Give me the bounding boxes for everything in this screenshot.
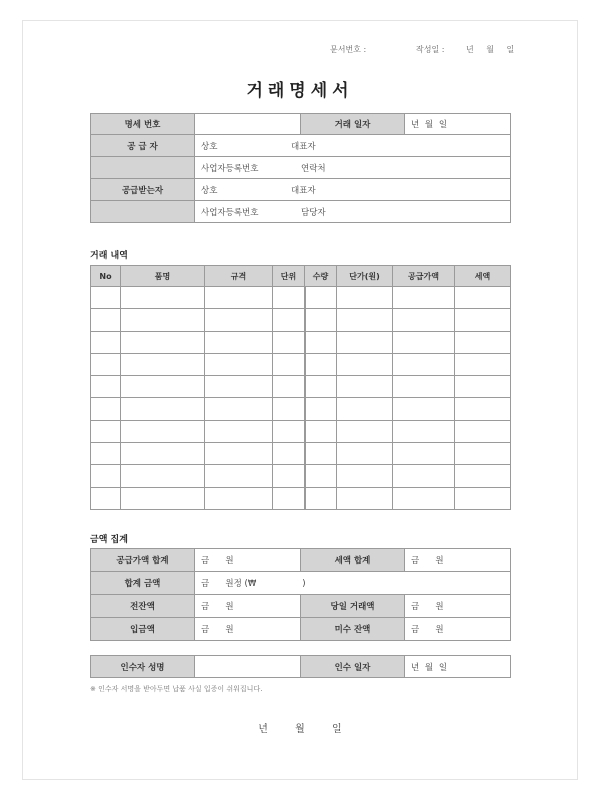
receiver-bizno-row[interactable] bbox=[195, 201, 511, 223]
item-cell[interactable] bbox=[205, 331, 273, 353]
table-row bbox=[91, 353, 511, 375]
item-cell[interactable] bbox=[337, 353, 393, 375]
write-date-value: 년 월 일 bbox=[466, 45, 515, 54]
item-cell[interactable] bbox=[393, 465, 455, 487]
receipt-date-field[interactable]: 년 월 일 bbox=[405, 656, 511, 678]
item-cell[interactable] bbox=[455, 420, 511, 442]
item-cell[interactable] bbox=[393, 443, 455, 465]
summary-table bbox=[90, 548, 511, 641]
item-cell[interactable] bbox=[91, 376, 121, 398]
col-header: No bbox=[91, 266, 121, 287]
item-cell[interactable] bbox=[455, 465, 511, 487]
tax-total-field[interactable]: 금 원 bbox=[405, 549, 511, 572]
item-cell[interactable] bbox=[205, 487, 273, 509]
supplier-bizno-label: 사업자등록번호 bbox=[201, 163, 259, 174]
receiver-company-row[interactable] bbox=[195, 179, 511, 201]
item-cell[interactable] bbox=[121, 465, 205, 487]
item-cell[interactable] bbox=[91, 443, 121, 465]
item-cell[interactable] bbox=[273, 420, 305, 442]
item-cell[interactable] bbox=[305, 353, 337, 375]
item-cell[interactable] bbox=[337, 331, 393, 353]
item-cell[interactable] bbox=[393, 398, 455, 420]
item-cell[interactable] bbox=[393, 376, 455, 398]
item-cell[interactable] bbox=[455, 353, 511, 375]
statement-number-label: 명세 번호 bbox=[91, 114, 195, 135]
col-header: 단위 bbox=[273, 266, 305, 287]
item-cell[interactable] bbox=[205, 309, 273, 331]
today-amount-label: 당일 거래액 bbox=[301, 595, 405, 618]
trade-date-label: 거래 일자 bbox=[301, 114, 405, 135]
day-label: 일 bbox=[332, 724, 342, 735]
item-cell[interactable] bbox=[337, 443, 393, 465]
items-section-title: 거래 내역 bbox=[90, 251, 128, 261]
year-label: 년 bbox=[258, 724, 268, 735]
item-cell[interactable] bbox=[91, 353, 121, 375]
item-cell[interactable] bbox=[305, 398, 337, 420]
trade-date-field[interactable]: 년 월 일 bbox=[405, 114, 511, 135]
item-cell[interactable] bbox=[91, 309, 121, 331]
item-cell[interactable] bbox=[337, 487, 393, 509]
items-table bbox=[90, 265, 511, 510]
table-row bbox=[91, 487, 511, 509]
item-cell[interactable] bbox=[91, 287, 121, 309]
item-cell[interactable] bbox=[91, 420, 121, 442]
item-cell[interactable] bbox=[393, 309, 455, 331]
table-row bbox=[91, 376, 511, 398]
receipt-table bbox=[90, 655, 511, 678]
grand-total-field[interactable]: 금 원정 (₩ ) bbox=[195, 572, 511, 595]
col-header: 수량 bbox=[305, 266, 337, 287]
item-cell[interactable] bbox=[273, 398, 305, 420]
item-cell[interactable] bbox=[455, 309, 511, 331]
deposit-field[interactable]: 금 원 bbox=[195, 618, 301, 641]
item-cell[interactable] bbox=[455, 331, 511, 353]
item-cell[interactable] bbox=[273, 376, 305, 398]
supply-total-label: 공급가액 합계 bbox=[91, 549, 195, 572]
item-cell[interactable] bbox=[121, 287, 205, 309]
item-cell[interactable] bbox=[121, 331, 205, 353]
item-cell[interactable] bbox=[273, 331, 305, 353]
receiver-name-label: 인수자 성명 bbox=[91, 656, 195, 678]
items-header-row bbox=[91, 266, 511, 287]
supplier-label: 공 급 자 bbox=[91, 135, 195, 157]
unpaid-field[interactable]: 금 원 bbox=[405, 618, 511, 641]
item-cell[interactable] bbox=[121, 309, 205, 331]
item-cell[interactable] bbox=[205, 465, 273, 487]
prev-balance-field[interactable]: 금 원 bbox=[195, 595, 301, 618]
item-cell[interactable] bbox=[205, 420, 273, 442]
item-cell[interactable] bbox=[121, 487, 205, 509]
item-cell[interactable] bbox=[393, 331, 455, 353]
statement-number-field[interactable] bbox=[195, 114, 301, 135]
item-cell[interactable] bbox=[393, 353, 455, 375]
item-cell[interactable] bbox=[337, 309, 393, 331]
table-row bbox=[91, 398, 511, 420]
item-cell[interactable] bbox=[305, 376, 337, 398]
item-cell[interactable] bbox=[91, 465, 121, 487]
item-cell[interactable] bbox=[205, 287, 273, 309]
receiver-manager-label: 담당자 bbox=[301, 207, 326, 218]
item-cell[interactable] bbox=[455, 287, 511, 309]
month-label: 월 bbox=[295, 724, 305, 735]
grand-total-label: 합계 금액 bbox=[91, 572, 195, 595]
item-cell[interactable] bbox=[393, 487, 455, 509]
page-title: 거래명세서 bbox=[246, 81, 354, 101]
col-header: 단가(원) bbox=[337, 266, 393, 287]
supplier-bizno-row[interactable] bbox=[195, 157, 511, 179]
item-cell[interactable] bbox=[121, 420, 205, 442]
deposit-label: 입금액 bbox=[91, 618, 195, 641]
item-cell[interactable] bbox=[121, 353, 205, 375]
supplier-ceo-label: 대표자 bbox=[291, 141, 316, 152]
item-cell[interactable] bbox=[455, 443, 511, 465]
col-header: 품명 bbox=[121, 266, 205, 287]
receiver-ceo-label: 대표자 bbox=[291, 185, 316, 196]
item-cell[interactable] bbox=[305, 287, 337, 309]
table-row bbox=[91, 287, 511, 309]
item-cell[interactable] bbox=[273, 287, 305, 309]
tax-total-label: 세액 합계 bbox=[301, 549, 405, 572]
item-cell[interactable] bbox=[305, 420, 337, 442]
item-cell[interactable] bbox=[337, 420, 393, 442]
prev-balance-label: 전잔액 bbox=[91, 595, 195, 618]
supplier-company-label: 상호 bbox=[201, 141, 218, 152]
supplier-label-cont bbox=[91, 157, 195, 179]
item-cell[interactable] bbox=[455, 376, 511, 398]
item-cell[interactable] bbox=[305, 331, 337, 353]
item-cell[interactable] bbox=[205, 398, 273, 420]
supply-total-field[interactable]: 금 원 bbox=[195, 549, 301, 572]
item-cell[interactable] bbox=[393, 287, 455, 309]
item-cell[interactable] bbox=[121, 443, 205, 465]
receiver-company-label: 상호 bbox=[201, 185, 218, 196]
receiver-label-cont bbox=[91, 201, 195, 223]
col-header: 세액 bbox=[455, 266, 511, 287]
table-row bbox=[91, 309, 511, 331]
today-amount-field[interactable]: 금 원 bbox=[405, 595, 511, 618]
supplier-company-row[interactable] bbox=[195, 135, 511, 157]
col-header: 규격 bbox=[205, 266, 273, 287]
receiver-name-field[interactable] bbox=[195, 656, 301, 678]
item-cell[interactable] bbox=[91, 331, 121, 353]
unpaid-label: 미수 잔액 bbox=[301, 618, 405, 641]
item-cell[interactable] bbox=[305, 487, 337, 509]
item-cell[interactable] bbox=[337, 287, 393, 309]
item-cell[interactable] bbox=[305, 465, 337, 487]
item-cell[interactable] bbox=[337, 465, 393, 487]
item-cell[interactable] bbox=[273, 487, 305, 509]
item-cell[interactable] bbox=[273, 309, 305, 331]
item-cell[interactable] bbox=[455, 487, 511, 509]
item-cell[interactable] bbox=[205, 376, 273, 398]
item-cell[interactable] bbox=[305, 309, 337, 331]
table-row bbox=[91, 331, 511, 353]
col-header: 공급가액 bbox=[393, 266, 455, 287]
table-row bbox=[91, 465, 511, 487]
receiver-bizno-label: 사업자등록번호 bbox=[201, 207, 259, 218]
write-date-label: 작성일 : bbox=[416, 45, 445, 54]
item-cell[interactable] bbox=[205, 353, 273, 375]
item-cell[interactable] bbox=[337, 398, 393, 420]
item-cell[interactable] bbox=[121, 376, 205, 398]
supplier-contact-label: 연락처 bbox=[301, 163, 326, 174]
item-cell[interactable] bbox=[205, 443, 273, 465]
receiver-label: 공급받는자 bbox=[91, 179, 195, 201]
item-cell[interactable] bbox=[305, 443, 337, 465]
item-cell[interactable] bbox=[455, 398, 511, 420]
item-cell[interactable] bbox=[91, 487, 121, 509]
item-cell[interactable] bbox=[121, 398, 205, 420]
item-cell[interactable] bbox=[273, 465, 305, 487]
item-cell[interactable] bbox=[337, 376, 393, 398]
item-cell[interactable] bbox=[273, 353, 305, 375]
table-row bbox=[91, 420, 511, 442]
info-table bbox=[90, 113, 511, 223]
item-cell[interactable] bbox=[91, 398, 121, 420]
item-cell[interactable] bbox=[393, 420, 455, 442]
receipt-note: ※ 인수자 서명을 받아두면 납품 사실 입증이 쉬워집니다. bbox=[90, 685, 263, 693]
doc-number-label: 문서번호 : bbox=[330, 45, 367, 54]
signature-date bbox=[0, 720, 600, 735]
table-row bbox=[91, 443, 511, 465]
summary-section-title: 금액 집계 bbox=[90, 535, 128, 545]
receipt-date-label: 인수 일자 bbox=[301, 656, 405, 678]
item-cell[interactable] bbox=[273, 443, 305, 465]
